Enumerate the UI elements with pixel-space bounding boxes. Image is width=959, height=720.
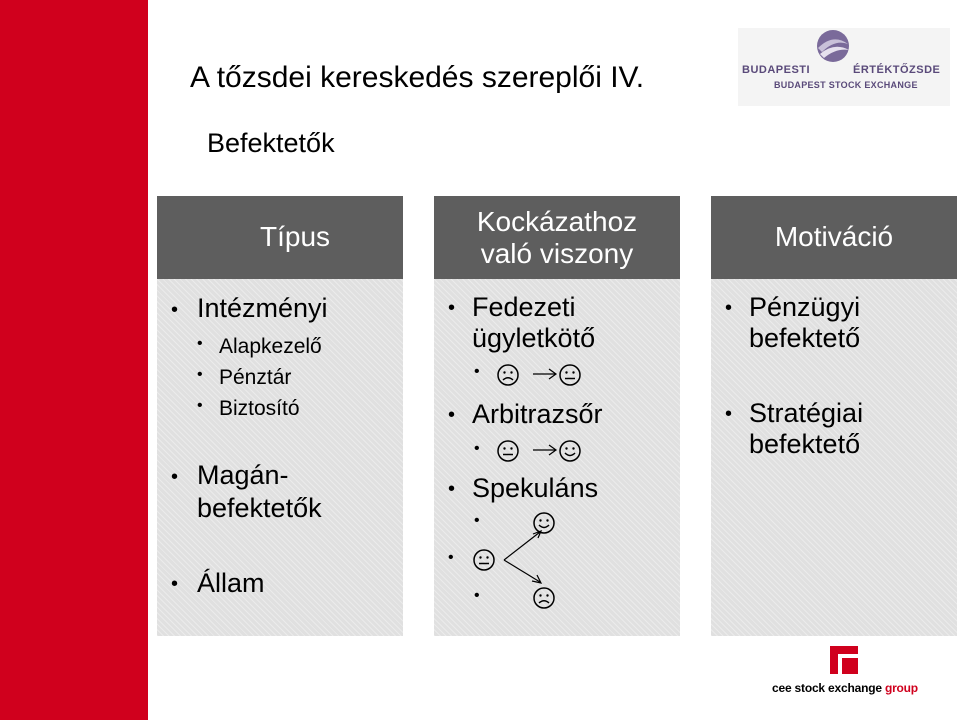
bullet-icon: • [171, 573, 179, 595]
sad-face-icon [532, 586, 556, 610]
sad-face-icon [496, 363, 520, 387]
bullet-icon: • [474, 440, 480, 457]
neutral-face-icon [496, 439, 520, 463]
panel-header-text-line2: való viszony [480, 238, 634, 269]
list-item: Magán- [197, 460, 289, 490]
panel-header-text: Motiváció [774, 221, 894, 252]
list-item: befektetők [197, 493, 322, 523]
list-item: befektető [749, 429, 861, 459]
list-item: Pénzügyi [749, 292, 861, 322]
list-item: Biztosító [219, 397, 300, 420]
slide-title: A tőzsdei kereskedés szereplői IV. [190, 61, 645, 94]
bullet-icon: • [448, 478, 456, 500]
bullet-icon: • [448, 549, 454, 566]
slide-subtitle: Befektetők [207, 128, 335, 158]
panel-header [157, 196, 403, 279]
panel-header-text: Típus [259, 221, 331, 252]
bse-logo-text-1: BUDAPESTI [742, 64, 811, 76]
bullet-icon: • [474, 587, 480, 604]
list-item: Arbitrazsőr [472, 399, 603, 429]
panel-header [711, 196, 957, 279]
panel-kockazat [434, 196, 680, 636]
cee-logo-text [772, 681, 918, 695]
bullet-icon: • [448, 404, 456, 426]
bullet-icon: • [171, 299, 179, 321]
arrow-right-icon [532, 368, 558, 380]
bullet-icon: • [171, 466, 179, 488]
bullet-icon: • [448, 297, 456, 319]
list-item: befektető [749, 323, 861, 353]
bullet-icon: • [725, 297, 733, 319]
bse-logo-text-2: ÉRTÉKTŐZSDE [853, 64, 941, 76]
list-item: Spekuláns [472, 473, 599, 503]
panel-tipus [157, 196, 403, 636]
panel-header [434, 196, 680, 279]
bullet-icon: • [474, 363, 480, 380]
left-red-bar [0, 0, 148, 720]
branch-arrows-icon [502, 526, 546, 584]
list-item: Állam [197, 568, 265, 598]
happy-face-icon [558, 439, 582, 463]
panel-header-text-line1: Kockázathoz [476, 206, 638, 237]
cee-logo-text-group: group [884, 681, 918, 695]
cee-group-logo [768, 646, 918, 698]
neutral-face-icon [472, 548, 496, 572]
arrow-right-icon [532, 444, 558, 456]
panel-motivacio [711, 196, 957, 636]
bse-logo [738, 28, 950, 106]
bullet-icon: • [474, 512, 480, 529]
list-item: ügyletkötő [472, 323, 596, 353]
list-item: Alapkezelő [219, 335, 322, 358]
neutral-face-icon [558, 363, 582, 387]
list-item: Fedezeti [472, 292, 576, 322]
list-item: Intézményi [197, 293, 328, 323]
bullet-icon: • [197, 366, 203, 383]
cee-logo-mark [830, 646, 858, 674]
bullet-icon: • [197, 335, 203, 352]
cee-logo-text-main: cee stock exchange [772, 681, 885, 695]
list-item: Pénztár [219, 366, 292, 389]
bullet-icon: • [725, 403, 733, 425]
bse-logo-text-3: BUDAPEST STOCK EXCHANGE [774, 80, 918, 90]
bullet-icon: • [197, 397, 203, 414]
list-item: Stratégiai [749, 398, 864, 428]
